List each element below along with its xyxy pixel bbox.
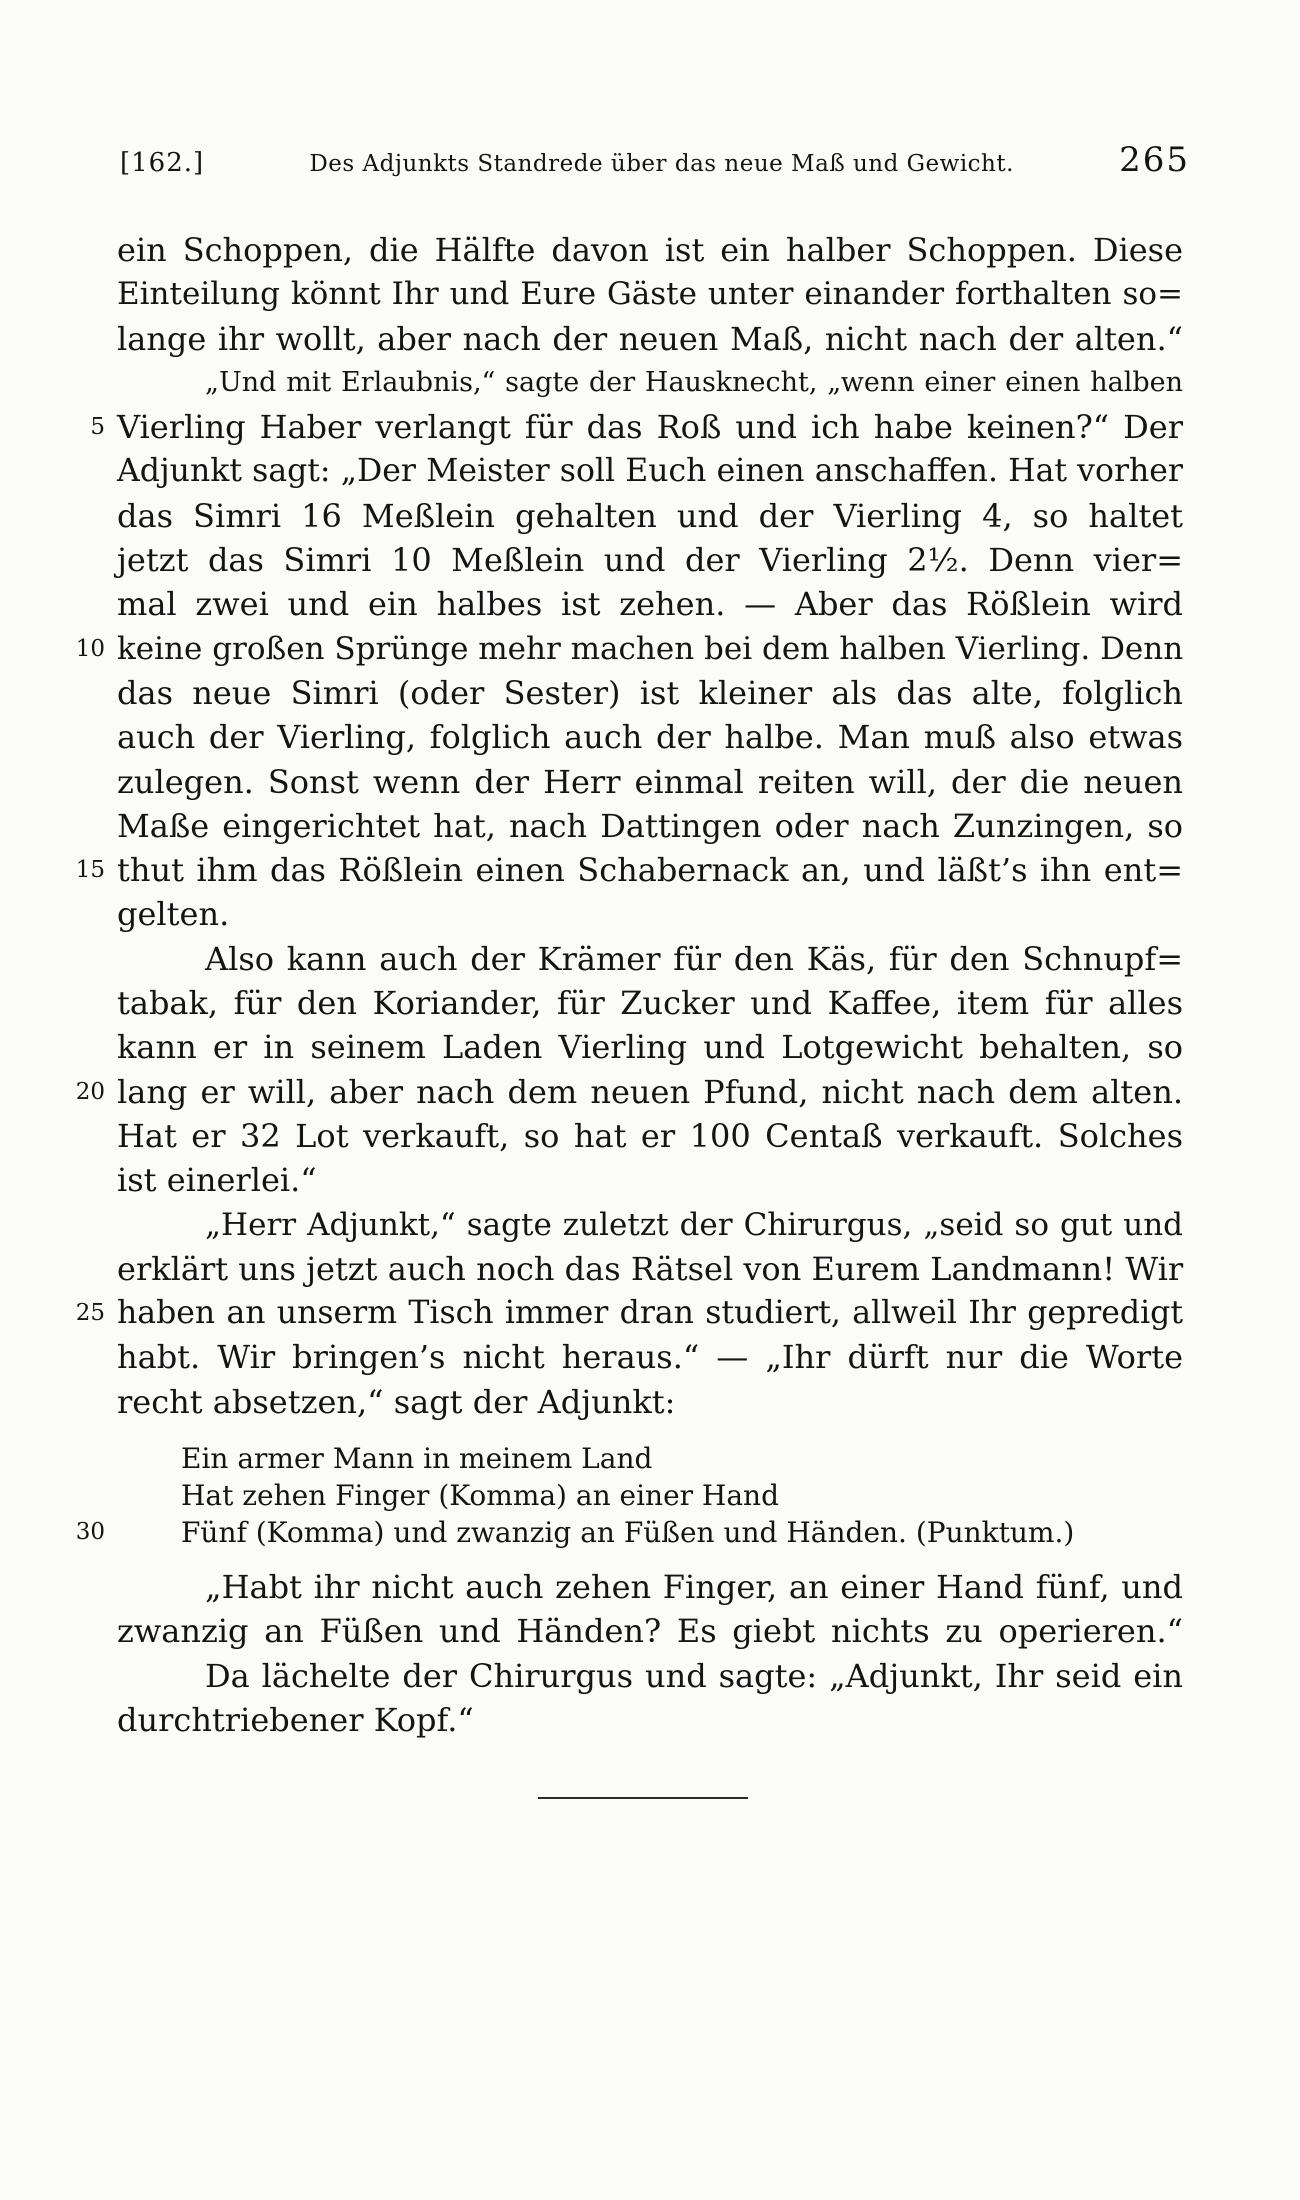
verse-line: 30 Fünf (Komma) und zwanzig an Füßen und Händen. (Punktum.) <box>117 1514 1183 1551</box>
verse-line: Ein armer Mann in meinem Land <box>181 1442 653 1476</box>
line-number: 5 <box>90 414 105 441</box>
text-line: Also kann auch der Krämer für den Käs, für den Schnupf= <box>205 939 1183 978</box>
line-number: 30 <box>75 1519 105 1546</box>
text-line: habt. Wir bringen’s nicht heraus.“ — „Ihr dürft nur die Worte <box>117 1338 1183 1377</box>
text-line: zwanzig an Füßen und Händen? Es giebt nichts zu operieren.“ <box>117 1612 1183 1651</box>
text-line: jetzt das Simri 10 Meßlein und der Vierling 2½. Denn vier= <box>117 541 1183 580</box>
text-line: ist einerlei.“ <box>117 1161 317 1200</box>
text-line: 10 keine großen Sprünge mehr machen bei dem halben Vierling. Denn <box>117 627 1183 671</box>
text-line: Maße eingerichtet hat, nach Dattingen oder nach Zunzingen, so <box>117 806 1183 845</box>
page-number: 265 <box>1119 140 1190 180</box>
text-line: Hat er 32 Lot verkauft, so hat er 100 Centaß verkauft. Solches <box>117 1116 1183 1155</box>
running-title: Des Adjunkts Standrede über das neue Maß und Gewicht. <box>309 151 1014 177</box>
text-line: auch der Vierling, folglich auch der halbe. Man muß also etwas <box>117 718 1183 757</box>
text-line: „Und mit Erlaubnis,“ sagte der Hausknecht, „wenn einer einen halben <box>205 366 1183 398</box>
text-line: Da lächelte der Chirurgus und sagte: „Adjunkt, Ihr seid ein <box>205 1656 1183 1695</box>
text-line: 20 lang er will, aber nach dem neuen Pfund, nicht nach dem alten. <box>117 1070 1183 1114</box>
text-line: durchtriebener Kopf.“ <box>117 1700 474 1739</box>
text-line: „Herr Adjunkt,“ sagte zuletzt der Chirurgus, „seid so gut und <box>205 1206 1183 1243</box>
text-line: lange ihr wollt, aber nach der neuen Maß, nicht nach der alten.“ <box>117 319 1183 358</box>
text-line: gelten. <box>117 895 230 934</box>
text-line: ein Schoppen, die Hälfte davon ist ein halber Schoppen. Diese <box>117 231 1183 269</box>
text-line: „Habt ihr nicht auch zehen Finger, an einer Hand fünf, und <box>205 1568 1183 1607</box>
text-line: kann er in seinem Laden Vierling und Lotgewicht behalten, so <box>117 1028 1183 1067</box>
text-line: Adjunkt sagt: „Der Meister soll Euch einen anschaffen. Hat vorher <box>117 453 1183 490</box>
text-line: 15 thut ihm das Rößlein einen Schabernack an, und läßt’s ihn ent= <box>117 848 1183 892</box>
text-line: Einteilung könnt Ihr und Eure Gäste unter einander forthalten so= <box>117 276 1183 313</box>
text-line: mal zwei und ein halbes ist zehen. — Aber das Rößlein wird <box>117 585 1183 624</box>
text-line: erklärt uns jetzt auch noch das Rätsel von Eurem Landmann! Wir <box>117 1249 1184 1288</box>
bracket-page-number: [162.] <box>120 148 205 178</box>
text-line: tabak, für den Koriander, für Zucker und Kaffee, item für alles <box>117 984 1183 1023</box>
end-rule <box>538 1797 748 1799</box>
body-text <box>75 228 1184 1742</box>
text-line: 5 Vierling Haber verlangt für das Roß und ich habe keinen?“ Der <box>117 405 1183 449</box>
line-number: 15 <box>75 857 105 884</box>
line-number: 20 <box>75 1078 105 1105</box>
text-line: 25 haben an unserm Tisch immer dran studiert, allweil Ihr gepredigt <box>117 1291 1183 1335</box>
text-line: zulegen. Sonst wenn der Herr einmal reiten will, der die neuen <box>117 762 1183 801</box>
text-line: das neue Simri (oder Sester) ist kleiner als das alte, folglich <box>117 673 1183 712</box>
text-line: recht absetzen,“ sagt der Adjunkt: <box>117 1382 676 1421</box>
text-line: das Simri 16 Meßlein gehalten und der Vierling 4, so haltet <box>117 496 1183 535</box>
line-number: 10 <box>75 635 105 662</box>
line-number: 25 <box>75 1300 105 1327</box>
verse-line: Hat zehen Finger (Komma) an einer Hand <box>181 1479 779 1513</box>
running-header <box>120 140 1190 188</box>
